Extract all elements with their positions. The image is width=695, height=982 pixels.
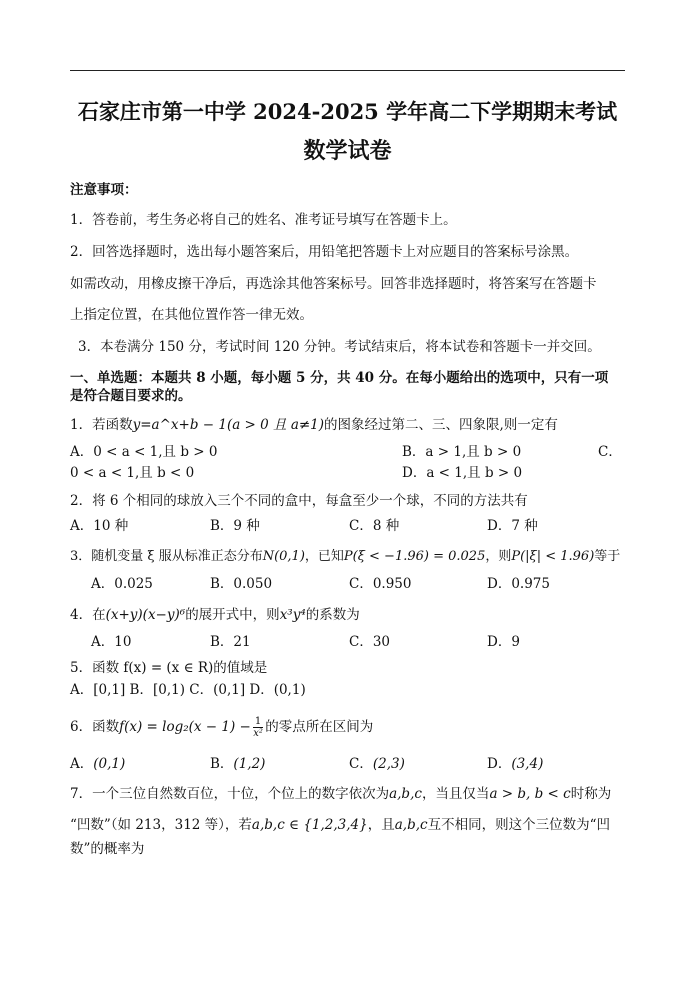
q6-option-b: [210, 752, 265, 772]
q6-fraction-numerator: 1: [254, 716, 262, 727]
q6-option-d-label: D．: [487, 756, 512, 772]
q3-formula-1: N(0,1): [262, 549, 305, 564]
q6-option-a-value: (0,1): [93, 756, 126, 772]
q7-part-e: ，且: [367, 817, 395, 833]
q1-option-d: D．a < 1,且 b > 0: [402, 465, 523, 481]
q3-part-d: 等于: [594, 549, 621, 564]
q1-prefix: 1．若函数: [70, 417, 133, 433]
q7-part-b: ，当且仅当: [421, 786, 490, 802]
question-4-stem: [70, 603, 360, 623]
q1-option-b: B．a > 1,且 b > 0: [402, 444, 522, 460]
q4-option-a: A．10: [91, 634, 132, 650]
q3-formula-2: P(ξ < −1.96) = 0.025: [343, 549, 486, 564]
q7-formula-1: a,b,c: [389, 786, 422, 802]
q6-fraction: [253, 716, 263, 739]
q6-option-d-value: (3,4): [511, 756, 544, 772]
section-heading: 一、单选题：本题共 8 小题，每小题 5 分，共 40 分。在每小题给出的选项中，只有一项: [70, 370, 609, 386]
q1-option-c-label: C．: [598, 444, 622, 460]
question-7-line-1: [70, 782, 611, 802]
q1-suffix: 的图象经过第二、三、四象限,则一定有: [324, 417, 558, 433]
question-5-stem: 5．函数 f(x) = (x ∈ R)的值域是: [70, 660, 268, 676]
q6-option-b-label: B．: [210, 756, 234, 772]
top-rule: [70, 70, 625, 71]
q7-formula-3: a,b,c ∈ {1,2,3,4}: [251, 817, 368, 833]
q4-option-c: C．30: [349, 634, 391, 650]
q3-part-b: ，已知: [304, 549, 344, 564]
q7-part-f: 互不相同，则这个三位数为“凹: [427, 817, 610, 833]
q4-part-b: 的展开式中，则: [185, 607, 280, 623]
q4-formula-1: (x+y)(x−y)⁶: [105, 607, 186, 623]
q1-option-a: A．0 < a < 1,且 b > 0: [70, 444, 218, 460]
q6-formula: f(x) = log₂(x − 1) −: [119, 719, 251, 735]
q3-option-b: B．0.050: [210, 576, 273, 592]
q6-option-a-label: A．: [70, 756, 94, 772]
section-heading-cont: 是符合题目要求的。: [70, 388, 192, 404]
q2-option-c: C．8 种: [349, 518, 400, 534]
q4-option-b: B．21: [210, 634, 251, 650]
q4-formula-2: x³y⁴: [279, 607, 306, 623]
exam-title: 石家庄市第一中学 2024-2025 学年高二下学期期末考试: [77, 99, 618, 124]
q6-option-b-value: (1,2): [233, 756, 266, 772]
q1-option-c: 0 < a < 1,且 b < 0: [70, 465, 195, 481]
notice-item-2-cont2: 上指定位置，在其他位置作答一律无效。: [70, 307, 313, 323]
q7-formula-4: a,b,c: [394, 817, 428, 833]
q3-option-a: A．0.025: [91, 576, 153, 592]
q7-part-c: 时称为: [570, 786, 612, 802]
q5-options: A．[0,1] B．[0,1) C．(0,1] D．(0,1): [70, 682, 306, 698]
q6-fraction-denominator: x²: [253, 728, 263, 739]
q4-part-c: 的系数为: [305, 607, 360, 623]
question-2-stem: 2．将 6 个相同的球放入三个不同的盒中，每盒至少一个球，不同的方法共有: [70, 493, 528, 509]
q3-part-c: ，则: [485, 549, 512, 564]
notice-heading: 注意事项：: [70, 182, 138, 198]
q6-option-c-label: C．: [349, 756, 373, 772]
q3-option-d: D．0.975: [487, 576, 550, 592]
q1-formula: y=a^x+b − 1(a > 0 且 a≠1): [132, 417, 325, 433]
notice-item-1: 1．答卷前，考生务必将自己的姓名、准考证号填写在答题卡上。: [70, 212, 457, 228]
q2-option-d: D．7 种: [487, 518, 538, 534]
q3-option-c: C．0.950: [349, 576, 412, 592]
notice-item-2-cont: 如需改动，用橡皮擦干净后，再选涂其他答案标号。回答非选择题时，将答案写在答题卡: [70, 276, 597, 292]
q2-option-a: A．10 种: [70, 518, 129, 534]
q6-part-a: 6．函数: [70, 719, 120, 735]
q6-option-c: [349, 752, 405, 772]
q7-formula-2: a > b, b < c: [489, 786, 571, 802]
q3-formula-3: P(|ξ| < 1.96): [511, 549, 595, 564]
q4-option-d: D．9: [487, 634, 520, 650]
q2-option-b: B．9 种: [210, 518, 260, 534]
exam-subtitle: 数学试卷: [303, 138, 392, 164]
notice-item-3: 3．本卷满分 150 分，考试时间 120 分钟。考试结束后，将本试卷和答题卡一并交回。: [78, 339, 601, 355]
q6-option-a: [70, 752, 125, 772]
q7-part-a: 7．一个三位自然数百位，十位，个位上的数字依次为: [70, 786, 390, 802]
q6-option-c-value: (2,3): [372, 756, 405, 772]
question-3-stem: [70, 545, 620, 564]
question-7-line-2: [70, 813, 610, 833]
question-7-line-3: 数”的概率为: [70, 841, 145, 857]
q3-part-a: 3．随机变量 ξ 服从标准正态分布: [70, 549, 263, 564]
question-1-stem: [70, 413, 558, 433]
question-6-stem: [70, 715, 373, 739]
q7-part-d: “凹数”（如 213，312 等），若: [70, 817, 252, 833]
q6-option-d: [487, 752, 543, 772]
q6-part-b: 的零点所在区间为: [265, 719, 374, 735]
q4-part-a: 4．在: [70, 607, 106, 623]
notice-item-2: 2．回答选择题时，选出每小题答案后，用铅笔把答题卡上对应题目的答案标号涂黑。: [70, 244, 579, 260]
